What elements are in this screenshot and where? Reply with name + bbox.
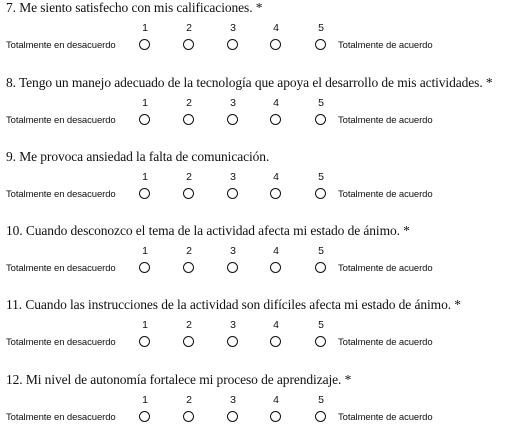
radio-option-3[interactable] <box>227 39 238 50</box>
scale-number-4: 4 <box>273 171 279 183</box>
scale-number-2: 2 <box>186 319 192 331</box>
question-text: 10. Cuando desconozco el tema de la actividad afecta mi estado de ánimo. * <box>6 223 410 238</box>
scale-number-4: 4 <box>273 319 279 331</box>
radio-option-2[interactable] <box>183 411 194 422</box>
question-text: 7. Me siento satisfecho con mis calificaciones. * <box>6 0 263 15</box>
question-text: 9. Me provoca ansiedad la falta de comunicación. <box>6 149 270 164</box>
radio-option-1[interactable] <box>139 39 150 50</box>
radio-option-2[interactable] <box>183 336 194 347</box>
scale-number-3: 3 <box>230 319 236 331</box>
scale-right-label: Totalmente de acuerdo <box>338 115 433 126</box>
question-text: 8. Tengo un manejo adecuado de la tecnología que apoya el desarrollo de mis actividades. * <box>6 75 493 90</box>
question-11 <box>0 297 515 369</box>
scale-number-4: 4 <box>273 22 279 34</box>
scale-left-label: Totalmente en desacuerdo <box>6 263 116 274</box>
radio-option-2[interactable] <box>183 188 194 199</box>
scale-left-label: Totalmente en desacuerdo <box>6 40 116 51</box>
scale-left-label: Totalmente en desacuerdo <box>6 115 116 126</box>
scale-number-3: 3 <box>230 22 236 34</box>
scale-number-3: 3 <box>230 171 236 183</box>
radio-option-4[interactable] <box>270 188 281 199</box>
scale-right-label: Totalmente de acuerdo <box>338 263 433 274</box>
scale-number-5: 5 <box>318 319 324 331</box>
radio-option-2[interactable] <box>183 114 194 125</box>
question-9 <box>0 149 515 221</box>
question-7 <box>0 0 515 72</box>
radio-option-2[interactable] <box>183 39 194 50</box>
radio-option-1[interactable] <box>139 336 150 347</box>
radio-option-3[interactable] <box>227 411 238 422</box>
radio-option-4[interactable] <box>270 336 281 347</box>
scale-number-4: 4 <box>273 245 279 257</box>
scale-number-1: 1 <box>142 22 148 34</box>
scale-number-5: 5 <box>318 171 324 183</box>
question-text: 12. Mi nivel de autonomía fortalece mi proceso de aprendizaje. * <box>6 372 352 387</box>
scale-number-4: 4 <box>273 97 279 109</box>
scale-right-label: Totalmente de acuerdo <box>338 189 433 200</box>
scale-number-3: 3 <box>230 97 236 109</box>
radio-option-3[interactable] <box>227 336 238 347</box>
question-8 <box>0 75 515 147</box>
scale-right-label: Totalmente de acuerdo <box>338 412 433 423</box>
radio-option-3[interactable] <box>227 188 238 199</box>
scale-number-1: 1 <box>142 394 148 406</box>
radio-option-5[interactable] <box>315 39 326 50</box>
radio-option-4[interactable] <box>270 262 281 273</box>
radio-option-5[interactable] <box>315 262 326 273</box>
radio-option-4[interactable] <box>270 114 281 125</box>
radio-option-3[interactable] <box>227 262 238 273</box>
radio-option-5[interactable] <box>315 188 326 199</box>
radio-option-4[interactable] <box>270 411 281 422</box>
radio-option-5[interactable] <box>315 114 326 125</box>
scale-number-5: 5 <box>318 245 324 257</box>
question-12 <box>0 372 515 444</box>
scale-number-2: 2 <box>186 394 192 406</box>
scale-right-label: Totalmente de acuerdo <box>338 40 433 51</box>
scale-number-3: 3 <box>230 394 236 406</box>
question-10 <box>0 223 515 295</box>
radio-option-5[interactable] <box>315 411 326 422</box>
radio-option-1[interactable] <box>139 114 150 125</box>
scale-number-2: 2 <box>186 22 192 34</box>
scale-left-label: Totalmente en desacuerdo <box>6 189 116 200</box>
scale-number-5: 5 <box>318 22 324 34</box>
scale-number-2: 2 <box>186 171 192 183</box>
question-text: 11. Cuando las instrucciones de la actividad son difíciles afecta mi estado de ánimo. * <box>6 297 461 312</box>
scale-number-3: 3 <box>230 245 236 257</box>
scale-number-1: 1 <box>142 319 148 331</box>
radio-option-1[interactable] <box>139 262 150 273</box>
scale-number-1: 1 <box>142 171 148 183</box>
radio-option-3[interactable] <box>227 114 238 125</box>
scale-right-label: Totalmente de acuerdo <box>338 337 433 348</box>
scale-number-5: 5 <box>318 97 324 109</box>
radio-option-1[interactable] <box>139 188 150 199</box>
scale-left-label: Totalmente en desacuerdo <box>6 337 116 348</box>
radio-option-2[interactable] <box>183 262 194 273</box>
radio-option-4[interactable] <box>270 39 281 50</box>
scale-number-4: 4 <box>273 394 279 406</box>
scale-left-label: Totalmente en desacuerdo <box>6 412 116 423</box>
scale-number-5: 5 <box>318 394 324 406</box>
scale-number-1: 1 <box>142 97 148 109</box>
radio-option-5[interactable] <box>315 336 326 347</box>
scale-number-1: 1 <box>142 245 148 257</box>
radio-option-1[interactable] <box>139 411 150 422</box>
scale-number-2: 2 <box>186 97 192 109</box>
scale-number-2: 2 <box>186 245 192 257</box>
